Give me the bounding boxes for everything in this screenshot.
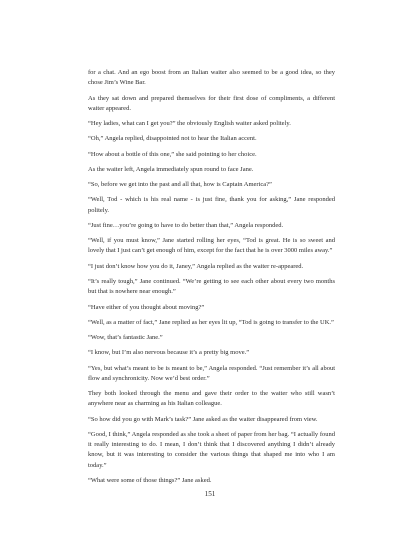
paragraph: “Just fine…you’re going to have to do better than that,” Angela responded. [88,221,284,229]
paragraph: “So how did you go with Mark’s task?” Jane asked as the waiter disappeared from view. [88,415,318,423]
paragraph: “What were some of those things?” Jane asked. [88,476,212,484]
paragraph: “Yes, but what’s meant to be is meant to be,” Angela responded. “Just remember it’s all about flow and synchronicity. Now we’d best order.” [88,364,335,382]
paragraph: “How about a bottle of this one,” she said pointing to her choice. [88,150,257,158]
paragraph: “Well, Tod - which is his real name - is just fine, thank you for asking,” Jane responded politely. [88,196,335,214]
paragraph: “Good, I think,” Angela responded as she took a sheet of paper from her bag. “I actually found it really interesting to do. I mean, I don’t think that I discovered anything I didn’t already know, but it was interesting to consider the various things that shaped me into who I am today.” [88,431,335,469]
paragraph: “Well, if you must know,” Jane started rolling her eyes, “Tod is great. He is so sweet and lovely that I just can’t get enough of him, except for the fact that he is over 3000 miles away.” [88,237,335,255]
paragraph: “I just don’t know how you do it, Janey,” Angela replied as the waiter re-appeared. [88,262,304,270]
paragraph: “Have either of you thought about moving?” [88,303,205,311]
paragraph: They both looked through the menu and gave their order to the waiter who still wasn’t anywhere near as charming as his Italian colleague. [88,390,335,408]
paragraph: “It’s really tough,” Jane continued. “We’re getting to see each other about every two months but that is nowhere near enough.” [88,278,335,296]
paragraph: “I know, but I’m also nervous because it’s a pretty big move.” [88,349,250,357]
paragraph: “So, before we get into the past and all that, how is Captain America?” [88,181,272,189]
paragraph: “Wow, that’s fantastic Jane.” [88,334,163,342]
paragraph: “Hey ladies, what can I get you?” the obviously English waiter asked politely. [88,120,291,127]
paragraph: “Well, as a matter of fact,” Jane replied as her eyes lit up, “Tod is going to transfer to the UK.” [88,318,334,326]
paragraph: As they sat down and prepared themselves for their first dose of compliments, a different waiter appeared. [88,94,335,112]
paragraph: for a chat. And an ego boost from an Italian waiter also seemed to be a good idea, so they chose Jim’s Wine Bar. [88,69,335,87]
paragraph: “Oh,” Angela replied, disappointed not to hear the Italian accent. [88,135,257,143]
page-number: 151 [204,490,216,498]
page-body [88,68,335,491]
paragraph: As the waiter left, Angela immediately spun round to face Jane. [88,165,254,173]
